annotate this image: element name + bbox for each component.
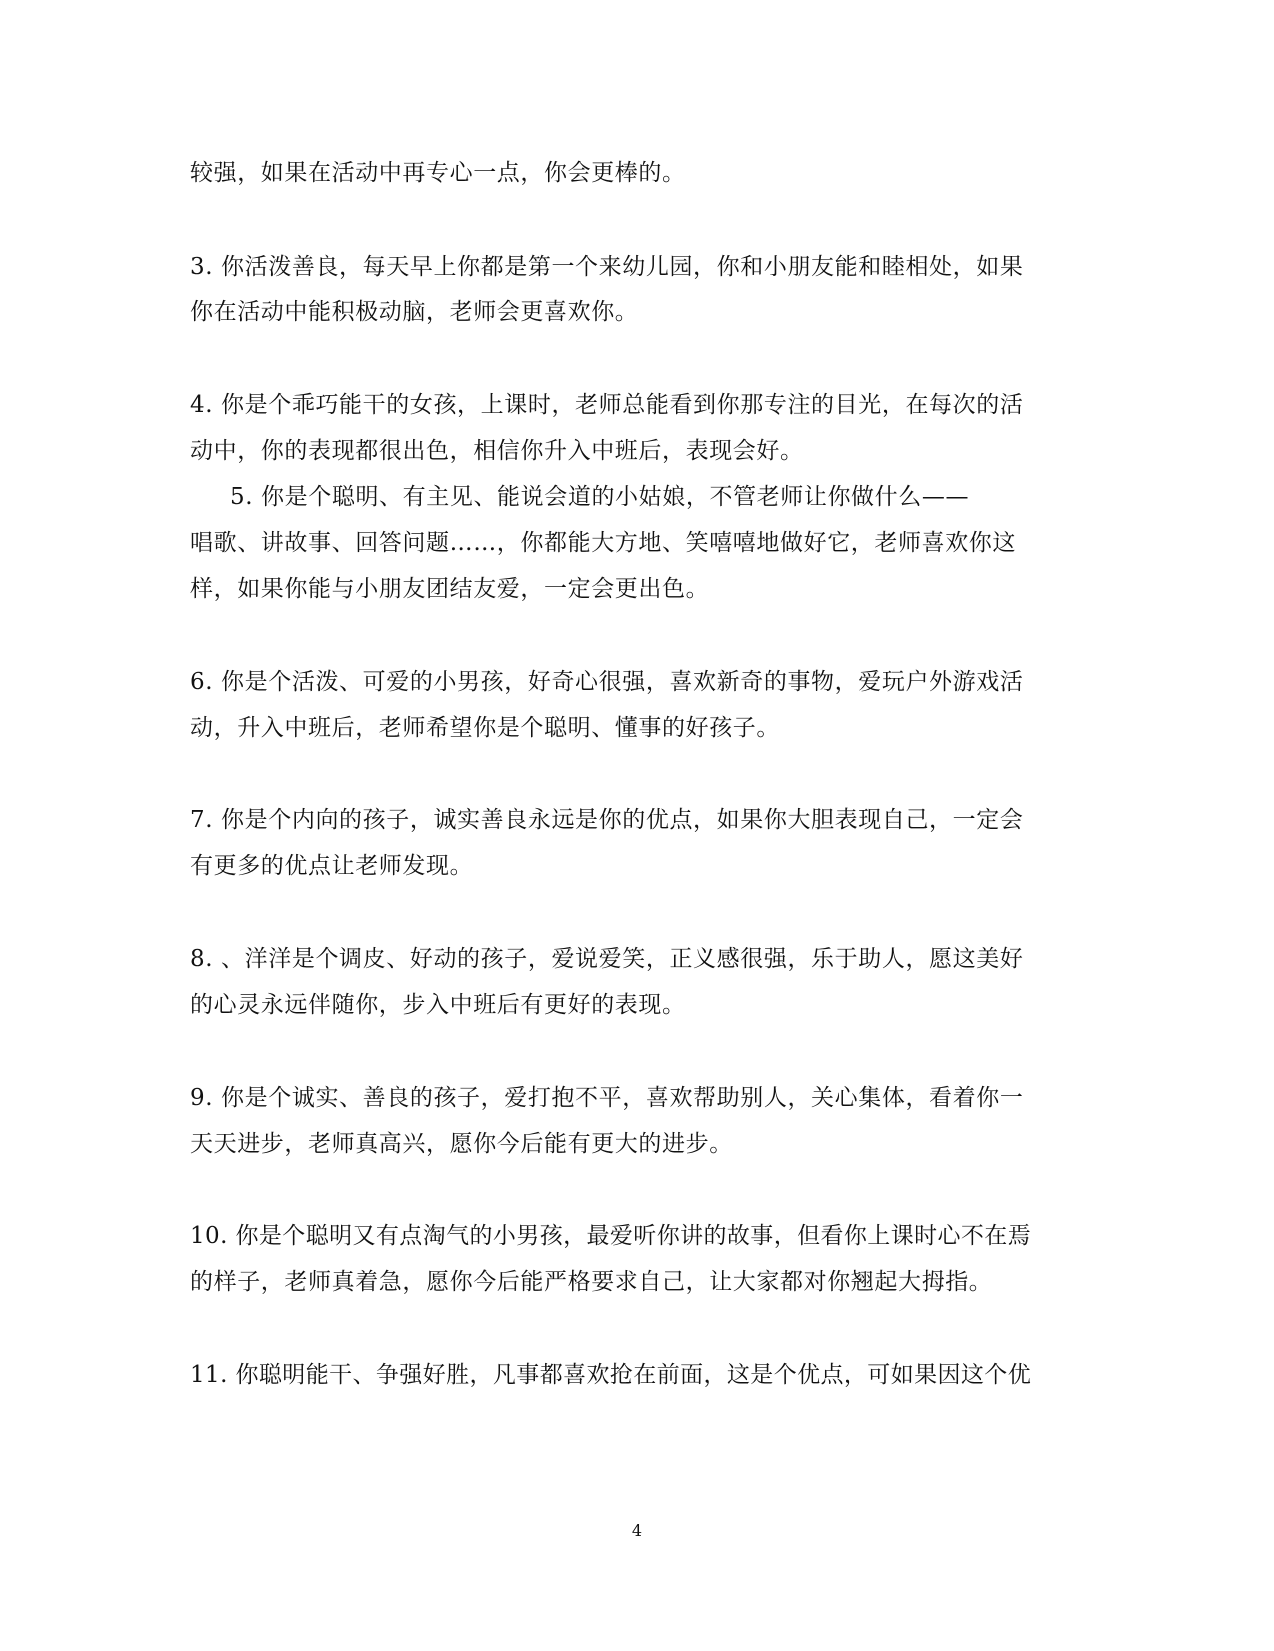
text-line: 6. 你是个活泼、可爱的小男孩，好奇心很强，喜欢新奇的事物，爱玩户外游戏活: [190, 669, 1024, 695]
text-line: 5. 你是个聪明、有主见、能说会道的小姑娘，不管老师让你做什么——: [230, 484, 970, 510]
text-line: 7. 你是个内向的孩子，诚实善良永远是你的优点，如果你大胆表现自己，一定会: [190, 807, 1024, 833]
text-line: 的心灵永远伴随你，步入中班后有更好的表现。: [190, 992, 686, 1018]
text-line: 动中，你的表现都很出色，相信你升入中班后，表现会好。: [190, 438, 804, 464]
text-line: 有更多的优点让老师发现。: [190, 853, 474, 879]
text-line: 9. 你是个诚实、善良的孩子，爱打抱不平，喜欢帮助别人，关心集体，看着你一: [190, 1085, 1024, 1111]
text-line: 10. 你是个聪明又有点淘气的小男孩，最爱听你讲的故事，但看你上课时心不在焉: [190, 1223, 1032, 1249]
text-line: 3. 你活泼善良，每天早上你都是第一个来幼儿园，你和小朋友能和睦相处，如果: [190, 254, 1024, 280]
text-line: 8. 、洋洋是个调皮、好动的孩子，爱说爱笑，正义感很强，乐于助人，愿这美好: [190, 946, 1024, 972]
text-line: 天天进步，老师真高兴，愿你今后能有更大的进步。: [190, 1131, 733, 1157]
text-line: 动，升入中班后，老师希望你是个聪明、懂事的好孩子。: [190, 715, 780, 741]
text-line: 4. 你是个乖巧能干的女孩，上课时，老师总能看到你那专注的目光，在每次的活: [190, 392, 1024, 418]
text-line: 较强，如果在活动中再专心一点，你会更棒的。: [190, 160, 686, 186]
text-line: 你在活动中能积极动脑，老师会更喜欢你。: [190, 299, 639, 325]
text-line: 11. 你聪明能干、争强好胜，凡事都喜欢抢在前面，这是个优点，可如果因这个优: [190, 1362, 1032, 1388]
text-line: 样，如果你能与小朋友团结友爱，一定会更出色。: [190, 576, 710, 602]
text-line: 的样子，老师真着急，愿你今后能严格要求自己，让大家都对你翘起大拇指。: [190, 1269, 993, 1295]
page-number: 4: [631, 1521, 643, 1540]
text-line: 唱歌、讲故事、回答问题……，你都能大方地、笑嘻嘻地做好它，老师喜欢你这: [190, 530, 1016, 556]
